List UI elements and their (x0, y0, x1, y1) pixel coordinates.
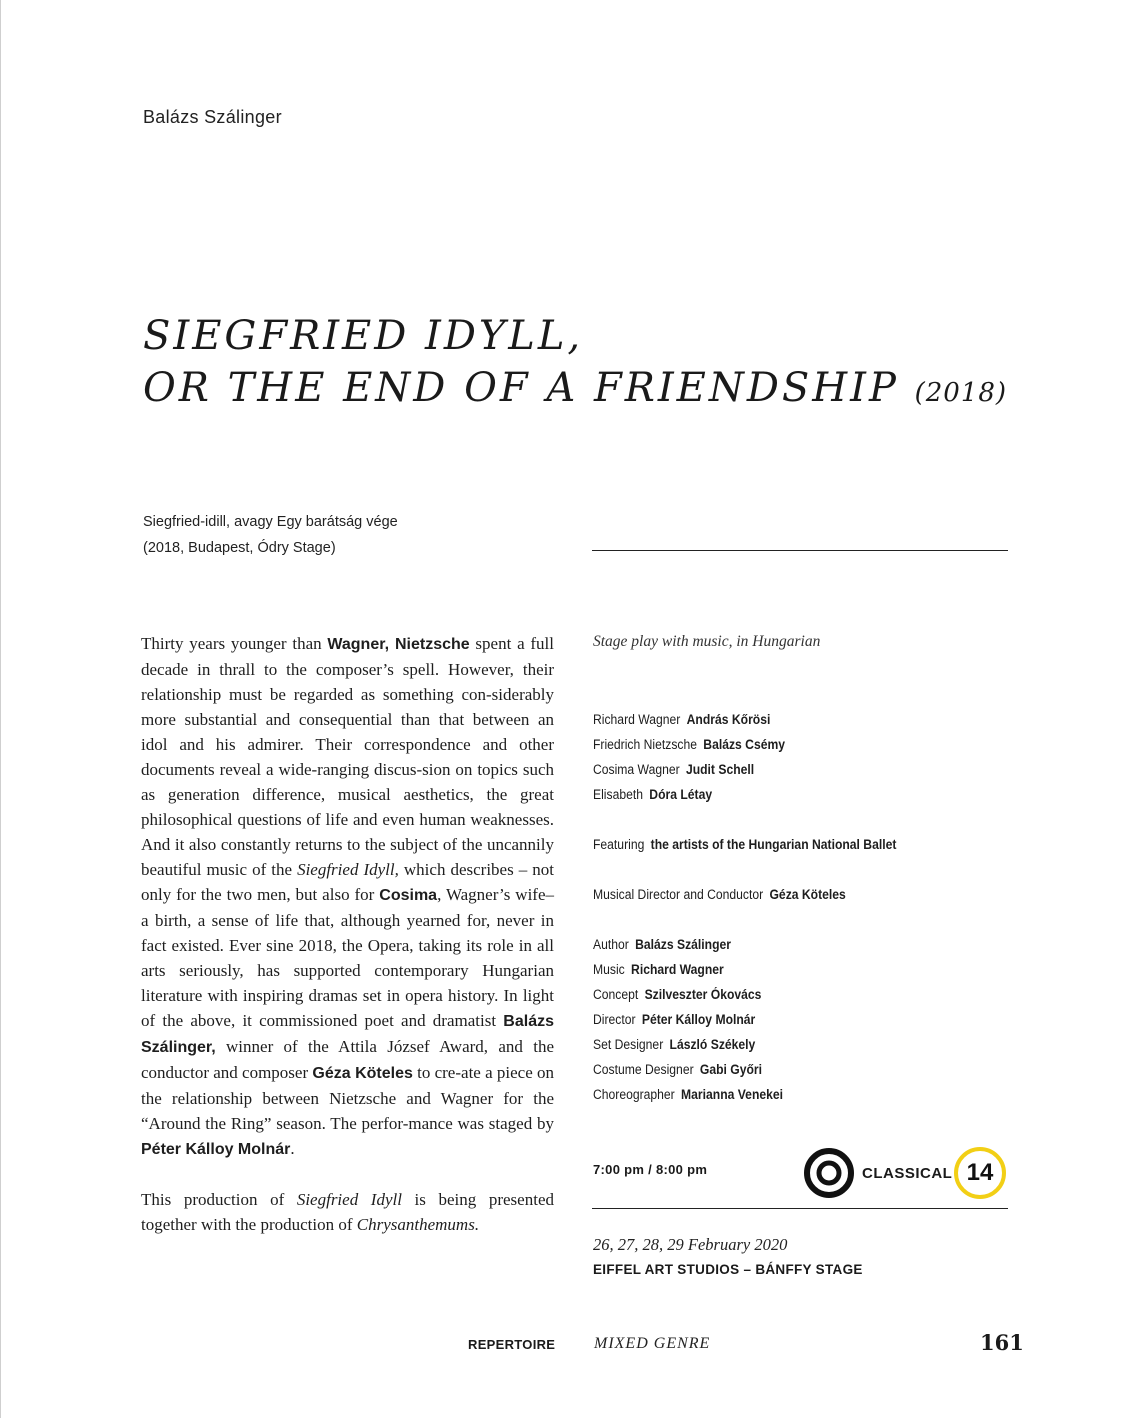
title-line-2: OR THE END OF A FRIENDSHIP (143, 365, 899, 411)
credit-role: Concept (593, 987, 639, 1002)
performance-time: 7:00 pm / 8:00 pm (593, 1162, 708, 1177)
category-label: CLASSICAL (862, 1165, 953, 1182)
page-edge (0, 0, 1, 1418)
credit-row-featuring (593, 832, 896, 857)
genre-note: Stage play with music, in Hungarian (593, 633, 821, 650)
credit-row (593, 1057, 896, 1082)
credit-row (593, 757, 896, 782)
original-title: Siegfried-idill, avagy Egy barátság vége (143, 514, 398, 530)
divider-bottom (592, 1208, 1008, 1209)
author-name: Balázs Szálinger (143, 107, 282, 127)
credits-list (593, 707, 930, 1107)
credit-name: Gabi Győri (699, 1062, 763, 1077)
spacer (593, 907, 930, 932)
credit-role: Featuring (593, 837, 645, 852)
credit-role: Director (593, 1012, 636, 1027)
credit-name: Géza Köteles (769, 887, 846, 902)
text-run: winner of the Attila József Award, and the conductor and composer (141, 1037, 554, 1082)
credit-name: Péter Kálloy Molnár (641, 1012, 756, 1027)
credit-row (593, 932, 896, 957)
page-number: 161 (980, 1330, 1024, 1355)
credit-role: Richard Wagner (593, 712, 681, 727)
text-run: which describes – not only for the two men, but also for (141, 860, 554, 904)
credit-row (593, 1007, 896, 1032)
credit-row (593, 732, 896, 757)
title-year: (2018) (914, 378, 1008, 408)
divider-top (592, 550, 1008, 551)
performance-dates: 26, 27, 28, 29 February 2020 (593, 1235, 788, 1254)
credit-name: the artists of the Hungarian National Ballet (650, 837, 897, 852)
bold-name: Péter Kálloy Molnár (141, 1141, 291, 1158)
credit-name: Richard Wagner (631, 962, 724, 977)
body-paragraph-2 (141, 1187, 554, 1237)
credit-name: Balázs Szálinger (635, 937, 731, 952)
body-paragraph-1 (141, 631, 554, 1162)
credit-role: Music (593, 962, 625, 977)
credit-name: László Székely (669, 1037, 756, 1052)
credit-role: Friedrich Nietzsche (593, 737, 697, 752)
text-run: spent a full decade in thrall to the composer’s spell. However, their relationship must be regarded as something con-siderably more substantial and consequential than that between an idol and his admirer. Their correspondence and other documents reveal a wide-ranging discus-sion on topics such as generation difference, musical aesthetics, the great philosophical questions of life and even human weaknesses. And it also constantly returns to the subject of the uncannily beautiful music of the (141, 634, 554, 879)
credit-role: Musical Director and Conductor (593, 887, 764, 902)
text-run: This production of (141, 1190, 297, 1209)
credit-row (593, 782, 896, 807)
credit-role: Choreographer (593, 1087, 675, 1102)
text-run: Thirty years younger than (141, 634, 328, 653)
italic-work-title: Chrysanthemums. (356, 1215, 480, 1234)
spacer (593, 857, 930, 882)
bold-name: Wagner, Nietzsche (327, 636, 470, 653)
italic-work-title: Siegfried Idyll (296, 1190, 402, 1209)
page-title (143, 310, 1007, 419)
credit-row (593, 1032, 896, 1057)
italic-work-title: Siegfried Idyll, (297, 860, 399, 879)
credit-role: Costume Designer (593, 1062, 694, 1077)
target-circle-icon (803, 1147, 855, 1199)
bold-name: Géza Köteles (312, 1065, 413, 1082)
spacer (593, 807, 930, 832)
credit-name: Balázs Csémy (703, 737, 786, 752)
original-title-block (143, 509, 398, 561)
credit-role: Cosima Wagner (593, 762, 680, 777)
article-body (141, 631, 554, 1237)
credit-row (593, 957, 896, 982)
text-run: , Wagner’s wife– a birth, a sense of life that, although yearned for, never in fact existed. Ever sine 2018, the Opera, taking its role in all arts seriously, has supported contemporary Hungarian literature with inspiring dramas set in opera history. In light of the above, it commissioned poet and dramatist (141, 885, 554, 1030)
text-run: is being presented together with the production of (141, 1190, 554, 1234)
credit-row (593, 707, 896, 732)
footer-genre: MIXED GENRE (594, 1335, 711, 1352)
credit-name: Judit Schell (685, 762, 755, 777)
text-run: to cre-ate a piece on the relationship between Nietzsche and Wagner for the “Around the Ring” season. The perfor-mance was staged by (141, 1063, 554, 1133)
credit-row (593, 982, 896, 1007)
bold-name: Balázs Szálinger, (141, 1013, 554, 1056)
text-run: . (290, 1139, 295, 1158)
footer-section: REPERTOIRE (468, 1337, 556, 1352)
age-rating-badge: 14 (954, 1147, 1006, 1199)
credit-row-music-director (593, 882, 896, 907)
credit-name: András Kőrösi (686, 712, 771, 727)
venue: EIFFEL ART STUDIOS – BÁNFFY STAGE (593, 1262, 863, 1277)
credit-role: Author (593, 937, 629, 952)
credit-name: Szilveszter Ókovács (644, 987, 762, 1002)
bold-name: Cosima (379, 887, 438, 904)
credit-row (593, 1082, 896, 1107)
credit-role: Elisabeth (593, 787, 643, 802)
credit-name: Marianna Venekei (681, 1087, 784, 1102)
original-details: (2018, Budapest, Ódry Stage) (143, 540, 336, 556)
title-line-1: SIEGFRIED IDYLL, (143, 313, 584, 359)
credit-name: Dóra Létay (649, 787, 713, 802)
credit-role: Set Designer (593, 1037, 664, 1052)
